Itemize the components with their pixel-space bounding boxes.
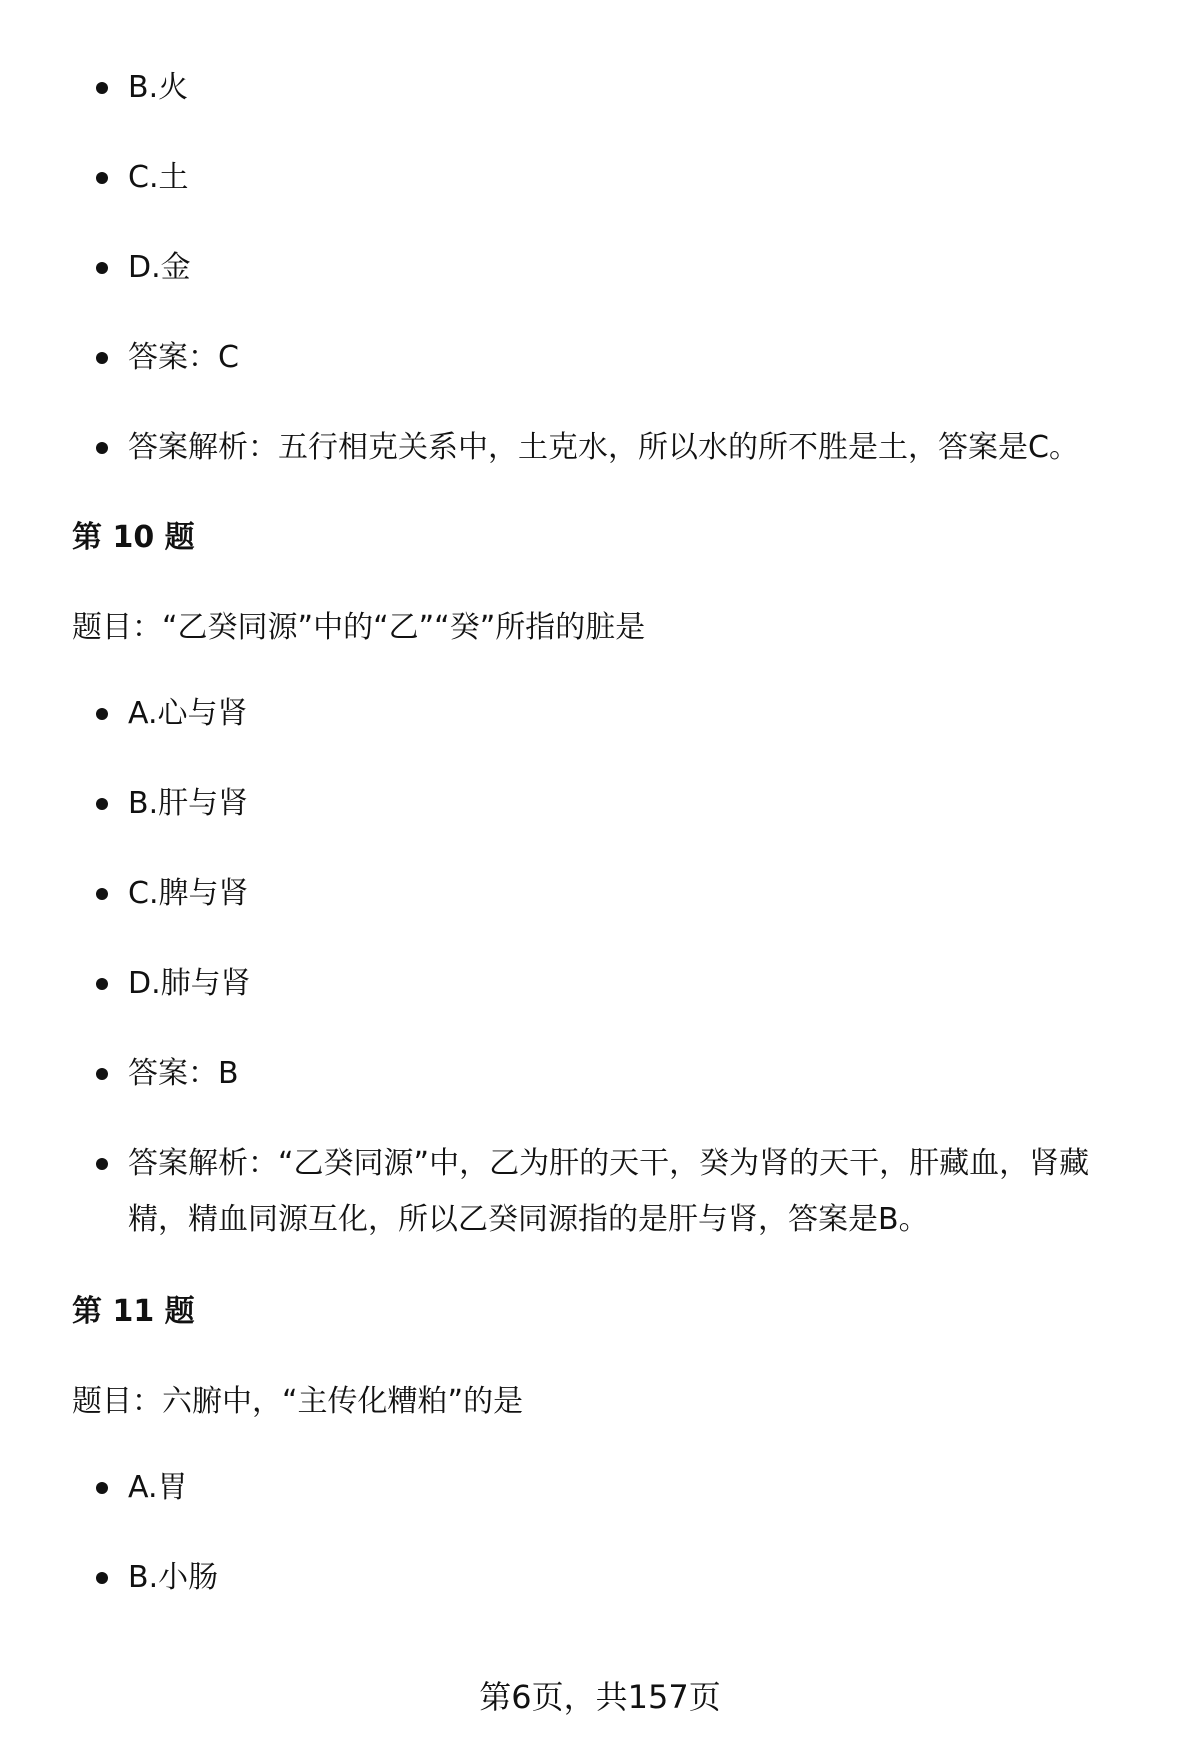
option-text: A.胃 — [128, 1470, 188, 1505]
bullet-dot — [96, 262, 108, 274]
analysis-text: 答案解析：五行相克关系中，土克水，所以水的所不胜是土，答案是C。 — [128, 430, 1079, 465]
bullet-dot — [96, 352, 108, 364]
bullet-dot — [96, 82, 108, 94]
bullet-dot — [96, 1482, 108, 1494]
analysis-text-line2: 精，精血同源互化，所以乙癸同源指的是肝与肾，答案是B。 — [128, 1202, 929, 1237]
option-text: B.火 — [128, 70, 189, 105]
option-text: C.土 — [128, 160, 189, 195]
option-text: B.小肠 — [128, 1560, 219, 1595]
question-stem: 题目：六腑中，“主传化糟粕”的是 — [72, 1384, 524, 1419]
bullet-dot — [96, 1158, 108, 1170]
question-heading: 第 11 题 — [72, 1294, 195, 1329]
question-stem: 题目：“乙癸同源”中的“乙”“癸”所指的脏是 — [72, 610, 646, 645]
bullet-dot — [96, 708, 108, 720]
analysis-text-line1: 答案解析：“乙癸同源”中，乙为肝的天干，癸为肾的天干，肝藏血，肾藏 — [128, 1146, 1090, 1181]
bullet-dot — [96, 798, 108, 810]
bullet-dot — [96, 1572, 108, 1584]
question-heading: 第 10 题 — [72, 520, 195, 555]
bullet-dot — [96, 172, 108, 184]
option-text: B.肝与肾 — [128, 786, 249, 821]
option-text: A.心与肾 — [128, 696, 248, 731]
bullet-dot — [96, 1068, 108, 1080]
bullet-dot — [96, 978, 108, 990]
option-text: C.脾与肾 — [128, 876, 249, 911]
option-text: D.肺与肾 — [128, 966, 251, 1001]
answer-text: 答案：B — [128, 1056, 239, 1091]
option-text: D.金 — [128, 250, 191, 285]
page-footer: 第6页，共157页 — [479, 1678, 721, 1716]
bullet-dot — [96, 442, 108, 454]
answer-text: 答案：C — [128, 340, 239, 375]
bullet-dot — [96, 888, 108, 900]
